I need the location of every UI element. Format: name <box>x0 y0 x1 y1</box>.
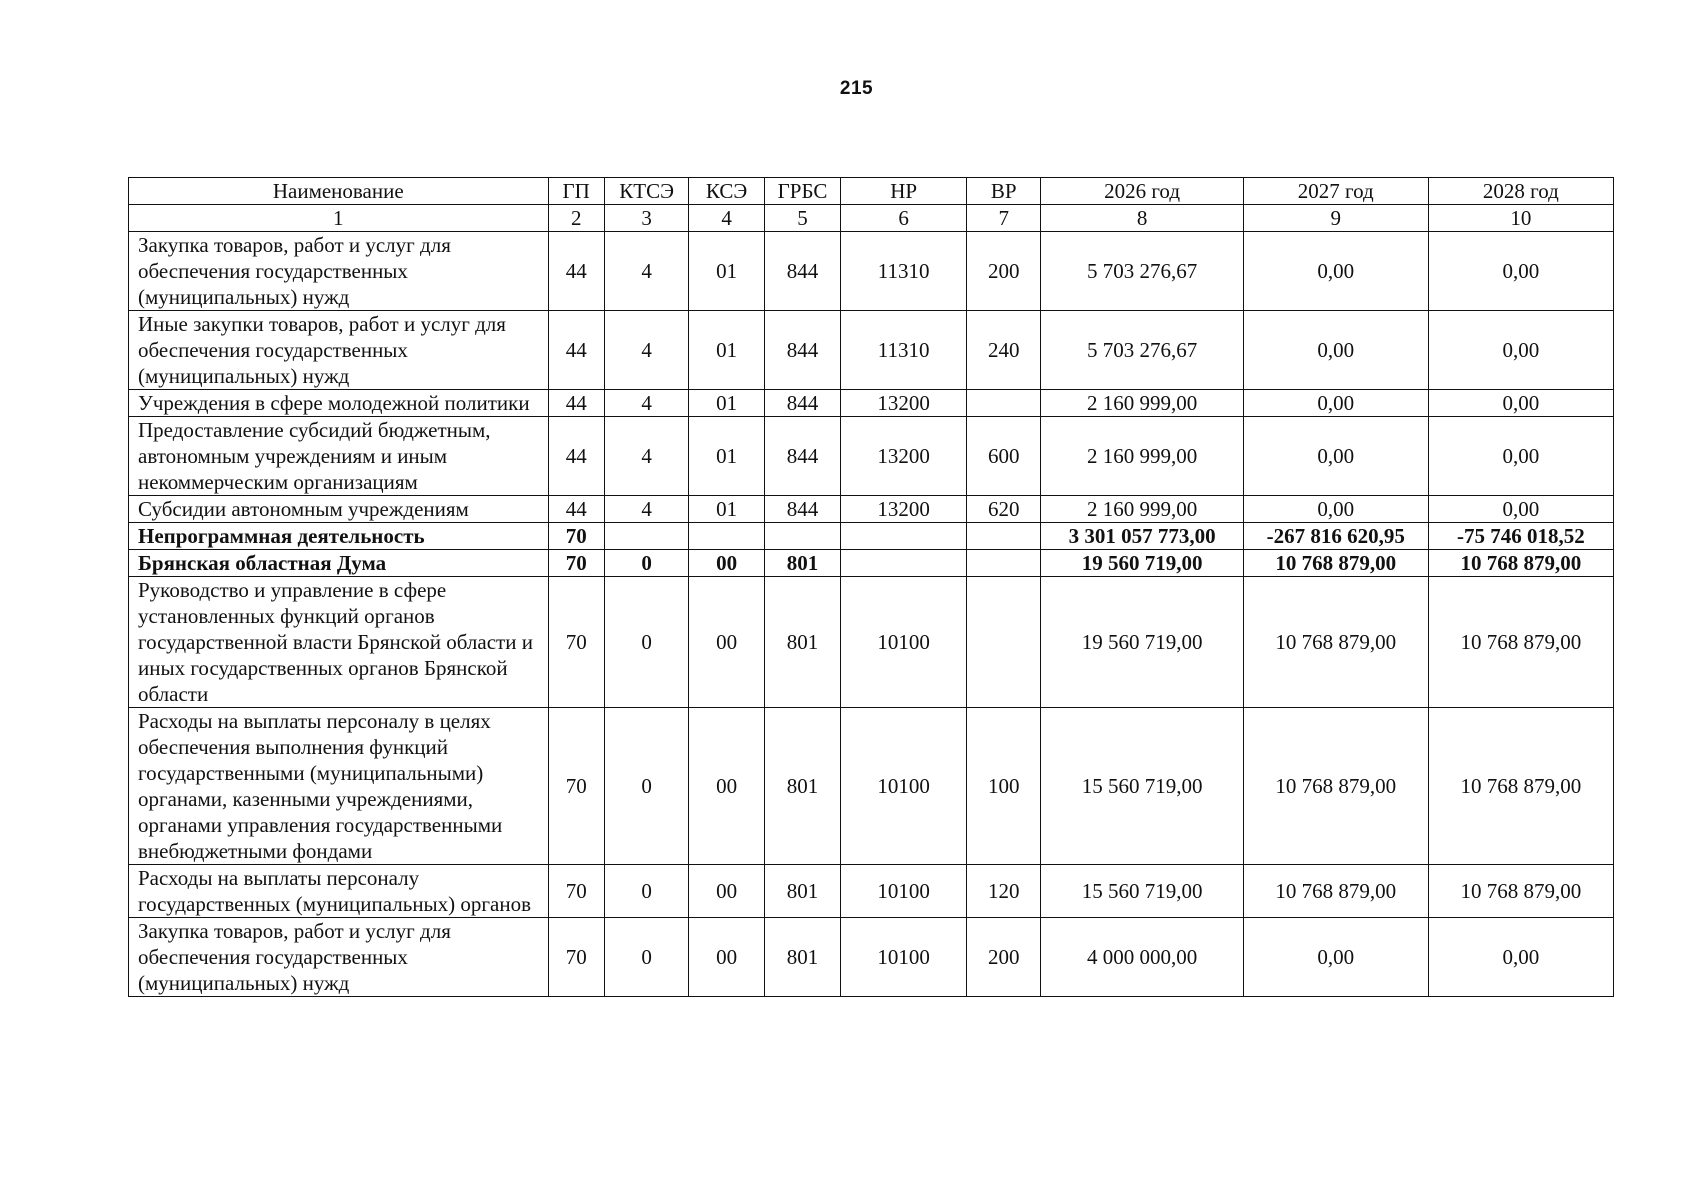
name-cell: Расходы на выплаты персоналу государственных (муниципальных) органов <box>129 865 549 918</box>
name-cell: Закупка товаров, работ и услуг для обеспечения государственных (муниципальных) нужд <box>129 918 549 997</box>
amount-2028-cell: 0,00 <box>1428 390 1613 417</box>
column-header-vr: ВР <box>967 178 1041 205</box>
gp-cell: 44 <box>548 390 604 417</box>
grbs-cell: 801 <box>764 708 840 865</box>
amount-2026-cell: 2 160 999,00 <box>1041 390 1243 417</box>
nr-cell: 10100 <box>841 865 967 918</box>
name-cell: Закупка товаров, работ и услуг для обеспечения государственных (муниципальных) нужд <box>129 232 549 311</box>
kse-cell: 01 <box>689 390 764 417</box>
ktse-cell <box>604 523 689 550</box>
amount-2027-cell: 10 768 879,00 <box>1243 577 1428 708</box>
gp-cell: 44 <box>548 311 604 390</box>
column-header-grbs: ГРБС <box>764 178 840 205</box>
kse-cell: 00 <box>689 577 764 708</box>
vr-cell: 200 <box>967 918 1041 997</box>
amount-2028-cell: 10 768 879,00 <box>1428 550 1613 577</box>
table-row <box>129 550 1614 577</box>
kse-cell: 01 <box>689 417 764 496</box>
amount-2028-cell: 0,00 <box>1428 496 1613 523</box>
vr-cell <box>967 390 1041 417</box>
grbs-cell: 844 <box>764 311 840 390</box>
ktse-cell: 4 <box>604 232 689 311</box>
ktse-cell: 0 <box>604 577 689 708</box>
column-number: 7 <box>967 205 1041 232</box>
amount-2026-cell: 15 560 719,00 <box>1041 865 1243 918</box>
table-row <box>129 918 1614 997</box>
name-cell: Иные закупки товаров, работ и услуг для обеспечения государственных (муниципальных) нужд <box>129 311 549 390</box>
kse-cell <box>689 523 764 550</box>
grbs-cell: 801 <box>764 577 840 708</box>
gp-cell: 44 <box>548 417 604 496</box>
nr-cell: 13200 <box>841 390 967 417</box>
amount-2028-cell: 0,00 <box>1428 918 1613 997</box>
amount-2028-cell: 0,00 <box>1428 232 1613 311</box>
gp-cell: 44 <box>548 496 604 523</box>
table-row <box>129 865 1614 918</box>
amount-2026-cell: 4 000 000,00 <box>1041 918 1243 997</box>
table-row <box>129 708 1614 865</box>
vr-cell: 100 <box>967 708 1041 865</box>
nr-cell: 10100 <box>841 708 967 865</box>
gp-cell: 70 <box>548 918 604 997</box>
nr-cell: 11310 <box>841 311 967 390</box>
page-number: 215 <box>839 78 874 99</box>
column-number: 4 <box>689 205 764 232</box>
name-cell: Предоставление субсидий бюджетным, автономным учреждениям и иным некоммерческим организациям <box>129 417 549 496</box>
amount-2027-cell: -267 816 620,95 <box>1243 523 1428 550</box>
column-number: 8 <box>1041 205 1243 232</box>
vr-cell: 120 <box>967 865 1041 918</box>
ktse-cell: 0 <box>604 865 689 918</box>
column-header-ktse: КТСЭ <box>604 178 689 205</box>
column-number: 3 <box>604 205 689 232</box>
kse-cell: 01 <box>689 311 764 390</box>
ktse-cell: 4 <box>604 496 689 523</box>
amount-2028-cell: 10 768 879,00 <box>1428 708 1613 865</box>
grbs-cell <box>764 523 840 550</box>
column-header-2028: 2028 год <box>1428 178 1613 205</box>
table-row <box>129 577 1614 708</box>
amount-2028-cell: -75 746 018,52 <box>1428 523 1613 550</box>
nr-cell: 13200 <box>841 496 967 523</box>
vr-cell: 240 <box>967 311 1041 390</box>
nr-cell: 10100 <box>841 577 967 708</box>
name-cell: Брянская областная Дума <box>129 550 549 577</box>
ktse-cell: 4 <box>604 311 689 390</box>
amount-2026-cell: 5 703 276,67 <box>1041 311 1243 390</box>
kse-cell: 01 <box>689 496 764 523</box>
nr-cell <box>841 523 967 550</box>
name-cell: Учреждения в сфере молодежной политики <box>129 390 549 417</box>
ktse-cell: 4 <box>604 417 689 496</box>
vr-cell <box>967 577 1041 708</box>
grbs-cell: 844 <box>764 496 840 523</box>
kse-cell: 00 <box>689 918 764 997</box>
amount-2026-cell: 5 703 276,67 <box>1041 232 1243 311</box>
gp-cell: 70 <box>548 708 604 865</box>
amount-2027-cell: 0,00 <box>1243 918 1428 997</box>
table-row <box>129 523 1614 550</box>
vr-cell: 600 <box>967 417 1041 496</box>
amount-2027-cell: 10 768 879,00 <box>1243 550 1428 577</box>
vr-cell <box>967 523 1041 550</box>
amount-2027-cell: 10 768 879,00 <box>1243 708 1428 865</box>
ktse-cell: 0 <box>604 550 689 577</box>
nr-cell: 11310 <box>841 232 967 311</box>
amount-2027-cell: 0,00 <box>1243 417 1428 496</box>
gp-cell: 70 <box>548 523 604 550</box>
column-number: 9 <box>1243 205 1428 232</box>
ktse-cell: 4 <box>604 390 689 417</box>
nr-cell: 13200 <box>841 417 967 496</box>
vr-cell <box>967 550 1041 577</box>
name-cell: Руководство и управление в сфере установленных функций органов государственной власти Брянской области и иных государственных органов Брянской области <box>129 577 549 708</box>
table-row <box>129 496 1614 523</box>
vr-cell: 620 <box>967 496 1041 523</box>
grbs-cell: 801 <box>764 865 840 918</box>
amount-2027-cell: 0,00 <box>1243 311 1428 390</box>
amount-2026-cell: 15 560 719,00 <box>1041 708 1243 865</box>
gp-cell: 70 <box>548 865 604 918</box>
amount-2026-cell: 3 301 057 773,00 <box>1041 523 1243 550</box>
amount-2028-cell: 0,00 <box>1428 417 1613 496</box>
nr-cell <box>841 550 967 577</box>
header-row <box>129 178 1614 205</box>
amount-2028-cell: 10 768 879,00 <box>1428 577 1613 708</box>
table-row <box>129 390 1614 417</box>
table-body <box>129 232 1614 997</box>
amount-2026-cell: 19 560 719,00 <box>1041 550 1243 577</box>
name-cell: Непрограммная деятельность <box>129 523 549 550</box>
column-header-2026: 2026 год <box>1041 178 1243 205</box>
grbs-cell: 801 <box>764 918 840 997</box>
gp-cell: 70 <box>548 577 604 708</box>
kse-cell: 00 <box>689 865 764 918</box>
column-header-nr: НР <box>841 178 967 205</box>
column-number: 1 <box>129 205 549 232</box>
amount-2026-cell: 19 560 719,00 <box>1041 577 1243 708</box>
amount-2028-cell: 10 768 879,00 <box>1428 865 1613 918</box>
column-number: 5 <box>764 205 840 232</box>
column-number-row <box>129 205 1614 232</box>
gp-cell: 70 <box>548 550 604 577</box>
column-header-name: Наименование <box>129 178 549 205</box>
grbs-cell: 844 <box>764 390 840 417</box>
amount-2027-cell: 10 768 879,00 <box>1243 865 1428 918</box>
ktse-cell: 0 <box>604 708 689 865</box>
kse-cell: 00 <box>689 708 764 865</box>
ktse-cell: 0 <box>604 918 689 997</box>
column-header-gp: ГП <box>548 178 604 205</box>
column-number: 2 <box>548 205 604 232</box>
name-cell: Расходы на выплаты персоналу в целях обеспечения выполнения функций государственными (муниципальными) органами, казенными учреждениями, органами управления государственными внебюджетными фондами <box>129 708 549 865</box>
amount-2027-cell: 0,00 <box>1243 496 1428 523</box>
table-row <box>129 311 1614 390</box>
column-number: 6 <box>841 205 967 232</box>
column-header-kse: КСЭ <box>689 178 764 205</box>
amount-2027-cell: 0,00 <box>1243 232 1428 311</box>
table-row <box>129 417 1614 496</box>
table-row <box>129 232 1614 311</box>
column-number: 10 <box>1428 205 1613 232</box>
amount-2026-cell: 2 160 999,00 <box>1041 496 1243 523</box>
amount-2026-cell: 2 160 999,00 <box>1041 417 1243 496</box>
budget-table <box>128 177 1614 997</box>
column-header-2027: 2027 год <box>1243 178 1428 205</box>
vr-cell: 200 <box>967 232 1041 311</box>
kse-cell: 00 <box>689 550 764 577</box>
amount-2028-cell: 0,00 <box>1428 311 1613 390</box>
nr-cell: 10100 <box>841 918 967 997</box>
grbs-cell: 844 <box>764 417 840 496</box>
amount-2027-cell: 0,00 <box>1243 390 1428 417</box>
grbs-cell: 844 <box>764 232 840 311</box>
kse-cell: 01 <box>689 232 764 311</box>
name-cell: Субсидии автономным учреждениям <box>129 496 549 523</box>
grbs-cell: 801 <box>764 550 840 577</box>
gp-cell: 44 <box>548 232 604 311</box>
